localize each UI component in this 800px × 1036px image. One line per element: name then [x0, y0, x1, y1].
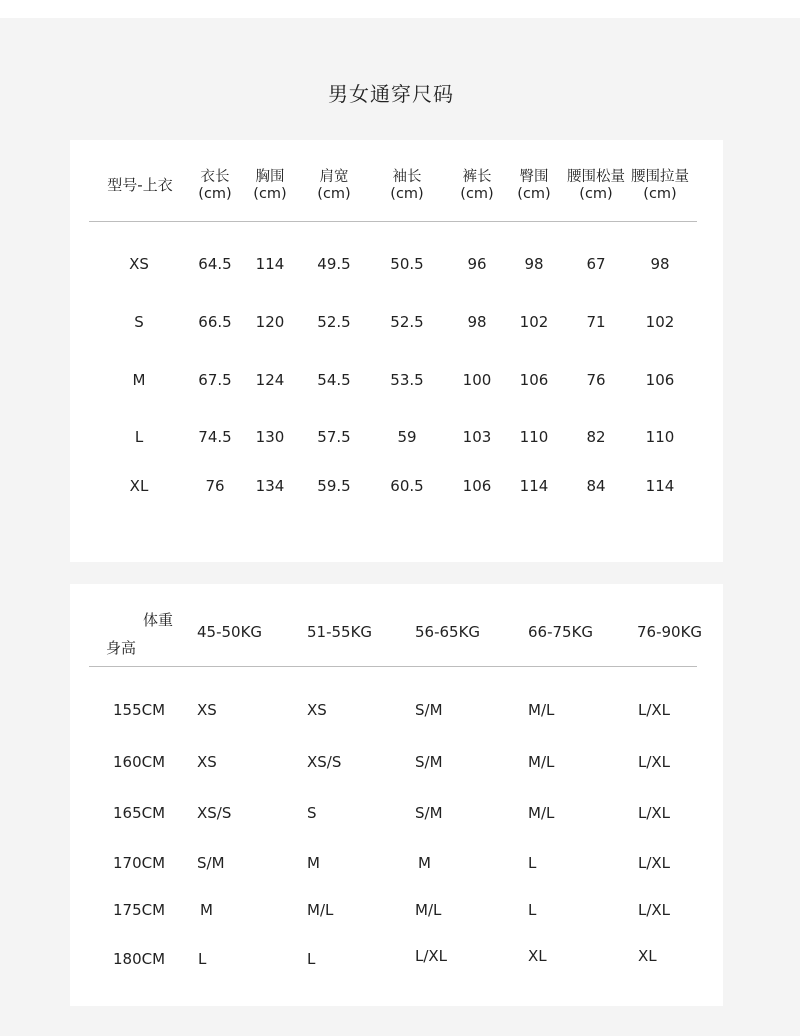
weight-column-header: 45-50KG — [197, 623, 263, 641]
column-header-name: 臀围 — [519, 169, 549, 185]
table-cell: 67 — [586, 255, 606, 273]
height-row-label: 180CM — [112, 950, 166, 968]
height-row-label: 170CM — [112, 854, 166, 872]
column-header-unit: (cm) — [198, 186, 232, 202]
column-header — [390, 169, 423, 203]
table-cell: 49.5 — [317, 255, 351, 273]
weight-column-header: 51-55KG — [307, 623, 373, 641]
column-header — [198, 169, 231, 203]
fit-cell: S/M — [415, 753, 443, 771]
height-weight-fit-table — [70, 584, 723, 1006]
header-divider — [89, 666, 697, 667]
table-cell: 64.5 — [198, 255, 232, 273]
height-row-label: 160CM — [112, 753, 166, 771]
column-header-name: 胸围 — [255, 169, 285, 185]
table-cell: 67.5 — [198, 371, 232, 389]
fit-cell: M — [200, 901, 213, 919]
column-header-unit: (cm) — [390, 186, 424, 202]
column-header-unit: (cm) — [643, 186, 677, 202]
column-header — [631, 169, 689, 203]
column-header-name: 腰围松量 — [567, 169, 625, 185]
fit-cell: M/L — [528, 753, 555, 771]
fit-cell: XS — [307, 701, 327, 719]
table-cell: 59 — [397, 428, 417, 446]
fit-cell: XS/S — [307, 753, 342, 771]
column-header-unit: (cm) — [253, 186, 287, 202]
fit-cell: M — [307, 854, 320, 872]
table-cell: 98 — [650, 255, 670, 273]
table-cell: 102 — [645, 313, 675, 331]
table-cell: 110 — [645, 428, 675, 446]
fit-cell: S — [307, 804, 317, 822]
table-cell: 71 — [586, 313, 606, 331]
column-header — [253, 169, 286, 203]
table-cell: 66.5 — [198, 313, 232, 331]
table-cell: 54.5 — [317, 371, 351, 389]
table-corner-label: 型号-上衣 — [107, 176, 173, 194]
table-cell: 76 — [586, 371, 606, 389]
table-cell: 114 — [519, 477, 549, 495]
fit-cell: L/XL — [638, 804, 671, 822]
column-header — [460, 169, 493, 203]
table-cell: 98 — [524, 255, 544, 273]
table-cell: 98 — [467, 313, 487, 331]
column-header-name: 袖长 — [392, 169, 422, 185]
table-cell: 134 — [255, 477, 285, 495]
weight-column-header: 56-65KG — [415, 623, 481, 641]
fit-cell: S/M — [415, 701, 443, 719]
fit-cell: XS/S — [197, 804, 232, 822]
fit-cell: S/M — [197, 854, 225, 872]
weight-column-header: 66-75KG — [528, 623, 594, 641]
fit-cell: L — [198, 950, 207, 968]
fit-cell: XL — [638, 947, 657, 965]
table-cell: 106 — [645, 371, 675, 389]
fit-cell: L/XL — [638, 701, 671, 719]
table-cell: 110 — [519, 428, 549, 446]
column-header-unit: (cm) — [579, 186, 613, 202]
fit-cell: M/L — [415, 901, 442, 919]
fit-cell: M/L — [528, 804, 555, 822]
column-header-name: 裤长 — [462, 169, 492, 185]
fit-cell: L/XL — [638, 901, 671, 919]
table-cell: 52.5 — [390, 313, 424, 331]
table-cell: 103 — [462, 428, 492, 446]
size-label: M — [132, 371, 146, 389]
size-measurement-table — [70, 140, 723, 562]
column-header-name: 肩宽 — [319, 169, 349, 185]
table-cell: 59.5 — [317, 477, 351, 495]
corner-weight-label: 体重 — [142, 611, 174, 629]
height-row-label: 165CM — [112, 804, 166, 822]
table-cell: 114 — [255, 255, 285, 273]
table-cell: 74.5 — [198, 428, 232, 446]
height-row-label: 175CM — [112, 901, 166, 919]
fit-cell: S/M — [415, 804, 443, 822]
table-cell: 102 — [519, 313, 549, 331]
size-label: XS — [129, 255, 149, 273]
table-cell: 57.5 — [317, 428, 351, 446]
size-label: S — [134, 313, 144, 331]
column-header-unit: (cm) — [460, 186, 494, 202]
table-cell: 100 — [462, 371, 492, 389]
fit-cell: XS — [197, 701, 217, 719]
table-cell: 84 — [586, 477, 606, 495]
weight-column-header: 76-90KG — [637, 623, 703, 641]
fit-cell: XL — [528, 947, 547, 965]
page-title: 男女通穿尺码 — [328, 82, 454, 106]
fit-cell: M/L — [307, 901, 334, 919]
table-cell: 82 — [586, 428, 606, 446]
table-cell: 60.5 — [390, 477, 424, 495]
table-cell: 124 — [255, 371, 285, 389]
fit-cell: M/L — [528, 701, 555, 719]
table-cell: 53.5 — [390, 371, 424, 389]
size-label: XL — [129, 477, 149, 495]
fit-cell: L — [528, 901, 537, 919]
column-header — [517, 169, 550, 203]
fit-cell: L/XL — [638, 854, 671, 872]
fit-cell: L/XL — [638, 753, 671, 771]
table-cell: 106 — [462, 477, 492, 495]
fit-cell: L — [307, 950, 316, 968]
table-cell: 120 — [255, 313, 285, 331]
table-cell: 114 — [645, 477, 675, 495]
table-cell: 96 — [467, 255, 487, 273]
column-header-unit: (cm) — [517, 186, 551, 202]
header-divider — [89, 221, 697, 222]
column-header-name: 衣长 — [200, 169, 230, 185]
table-cell: 130 — [255, 428, 285, 446]
table-cell: 50.5 — [390, 255, 424, 273]
fit-cell: L/XL — [415, 947, 448, 965]
fit-cell: XS — [197, 753, 217, 771]
table-cell: 106 — [519, 371, 549, 389]
height-row-label: 155CM — [112, 701, 166, 719]
table-cell: 52.5 — [317, 313, 351, 331]
size-label: L — [134, 428, 144, 446]
column-header-unit: (cm) — [317, 186, 351, 202]
column-header — [567, 169, 625, 203]
fit-cell: M — [418, 854, 431, 872]
table-cell: 76 — [205, 477, 225, 495]
corner-height-label: 身高 — [105, 639, 137, 657]
fit-cell: L — [528, 854, 537, 872]
column-header — [317, 169, 350, 203]
column-header-name: 腰围拉量 — [631, 169, 689, 185]
